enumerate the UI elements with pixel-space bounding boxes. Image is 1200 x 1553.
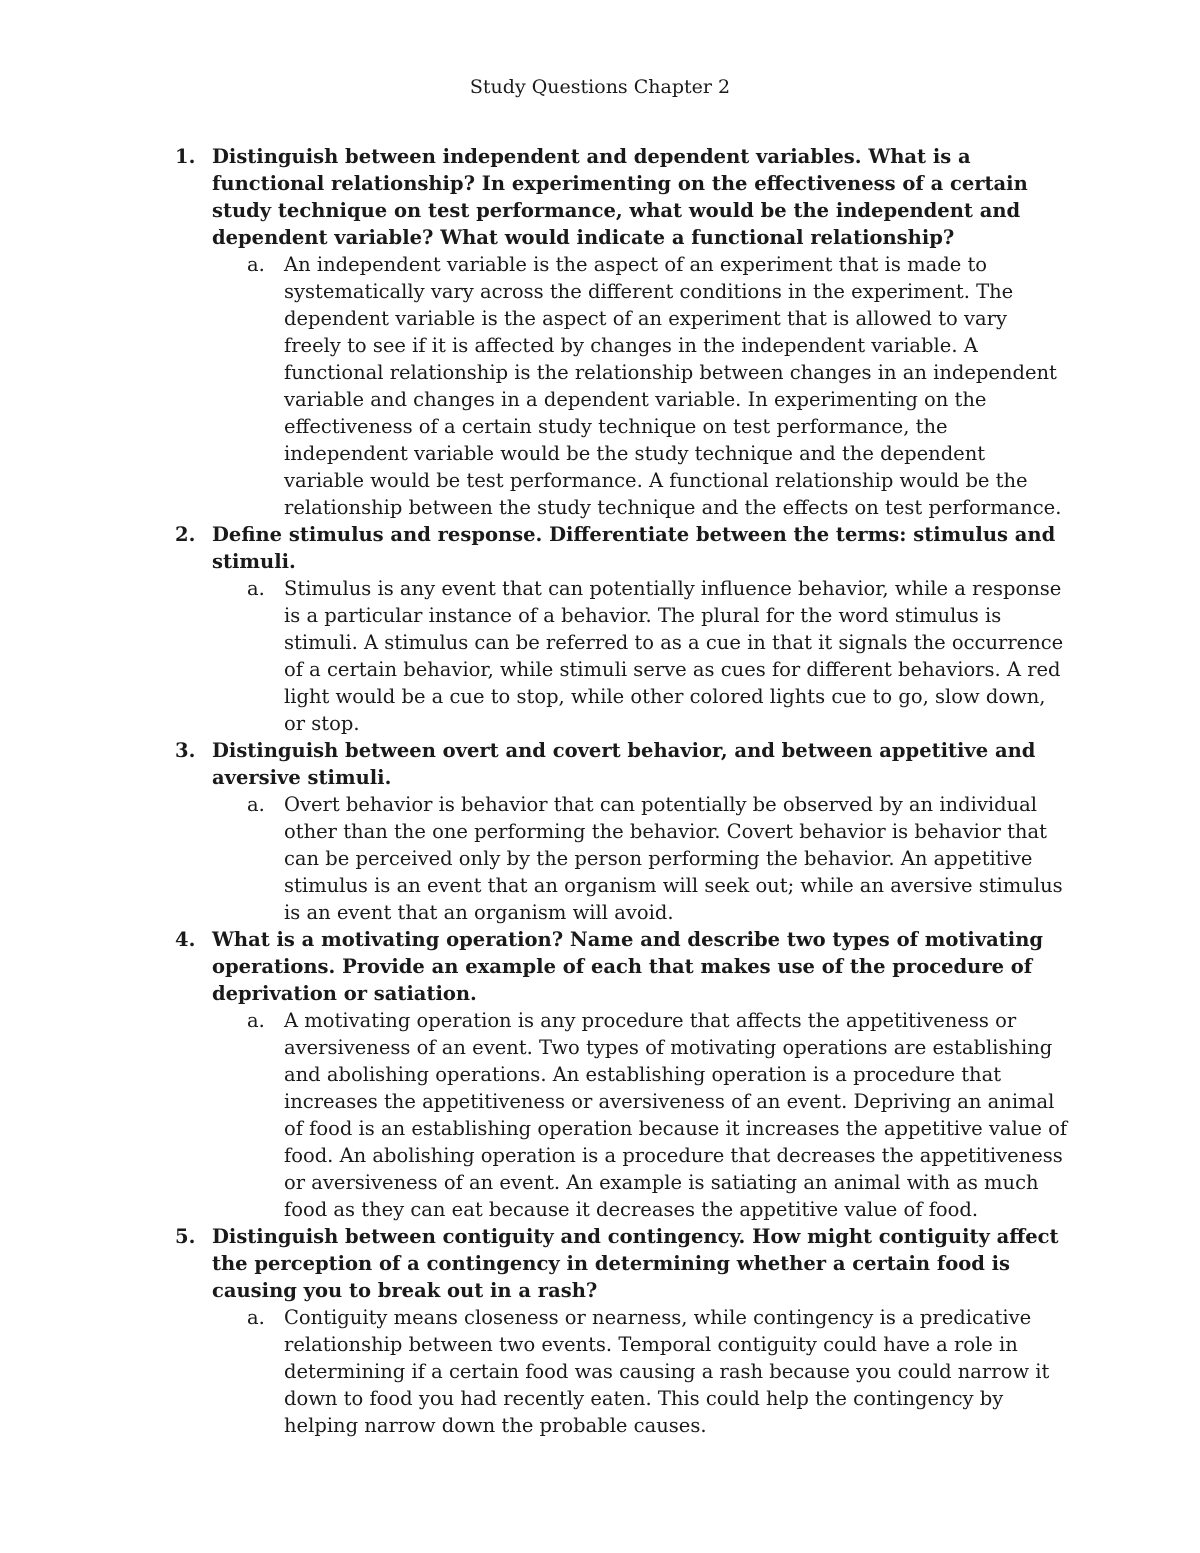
question-number: 5. bbox=[175, 1225, 196, 1248]
answer-marker: a. bbox=[247, 253, 265, 276]
question-text: Define stimulus and response. Differentiate between the terms: stimulus and stimuli. bbox=[212, 523, 1056, 573]
answer-text: Contiguity means closeness or nearness, while contingency is a predicative relationship between two events. Temporal contiguity could have a role in determining if a certain food was causing a rash because you could narrow it down to food you had recently eaten. This could help the contingency by helping narrow down the probable causes. bbox=[284, 1306, 1050, 1437]
answer-text: A motivating operation is any procedure that affects the appetitiveness or aversiveness of an event. Two types of motivating operations are establishing and abolishing operations. An establishing operation is a procedure that increases the appetitiveness or aversiveness of an event. Depriving an animal of food is an establishing operation because it increases the appetitive value of food. An abolishing operation is a procedure that decreases the appetitiveness or aversiveness of an event. An example is satiating an animal with as much food as they can eat because it decreases the appetitive value of food. bbox=[284, 1009, 1068, 1221]
question-text: Distinguish between contiguity and contingency. How might contiguity affect the perception of a contingency in determining whether a certain food is causing you to break out in a rash? bbox=[212, 1225, 1059, 1302]
question-number: 1. bbox=[175, 145, 196, 168]
question-text: Distinguish between independent and dependent variables. What is a functional relationship? In experimenting on the effectiveness of a certain study technique on test performance, what would be the independent and dependent variable? What would indicate a functional relationship? bbox=[212, 145, 1028, 249]
answer-text: Overt behavior is behavior that can potentially be observed by an individual other than the one performing the behavior. Covert behavior is behavior that can be perceived only by the person performing the behavior. An appetitive stimulus is an event that an organism will seek out; while an aversive stimulus is an event that an organism will avoid. bbox=[284, 793, 1063, 924]
question-list bbox=[170, 143, 1070, 1439]
answer-marker: a. bbox=[247, 1306, 265, 1329]
answer-marker: a. bbox=[247, 1009, 265, 1032]
question-item bbox=[170, 1223, 1070, 1439]
answer-item bbox=[212, 1304, 1070, 1439]
answer-marker: a. bbox=[247, 793, 265, 816]
page-title: Study Questions Chapter 2 bbox=[469, 76, 731, 98]
question-number: 3. bbox=[175, 739, 196, 762]
question-item bbox=[170, 143, 1070, 521]
question-text: What is a motivating operation? Name and describe two types of motivating operations. Provide an example of each that makes use of the procedure of deprivation or satiation. bbox=[212, 928, 1044, 1005]
question-text: Distinguish between overt and covert behavior, and between appetitive and aversive stimuli. bbox=[212, 739, 1036, 789]
question-number: 4. bbox=[175, 928, 196, 951]
question-item bbox=[170, 737, 1070, 926]
question-number: 2. bbox=[175, 523, 196, 546]
answer-item bbox=[212, 791, 1070, 926]
answer-item bbox=[212, 251, 1070, 521]
answer-text: Stimulus is any event that can potentially influence behavior, while a response is a particular instance of a behavior. The plural for the word stimulus is stimuli. A stimulus can be referred to as a cue in that it signals the occurrence of a certain behavior, while stimuli serve as cues for different behaviors. A red light would be a cue to stop, while other colored lights cue to go, slow down, or stop. bbox=[284, 577, 1064, 735]
answer-item bbox=[212, 575, 1070, 737]
answer-marker: a. bbox=[247, 577, 265, 600]
question-item bbox=[170, 926, 1070, 1223]
answer-item bbox=[212, 1007, 1070, 1223]
answer-text: An independent variable is the aspect of an experiment that is made to systematically vary across the different conditions in the experiment. The dependent variable is the aspect of an experiment that is allowed to vary freely to see if it is affected by changes in the independent variable. A functional relationship is the relationship between changes in an independent variable and changes in a dependent variable. In experimenting on the effectiveness of a certain study technique on test performance, the independent variable would be the study technique and the dependent variable would be test performance. A functional relationship would be the relationship between the study technique and the effects on test performance. bbox=[284, 253, 1062, 519]
question-item bbox=[170, 521, 1070, 737]
